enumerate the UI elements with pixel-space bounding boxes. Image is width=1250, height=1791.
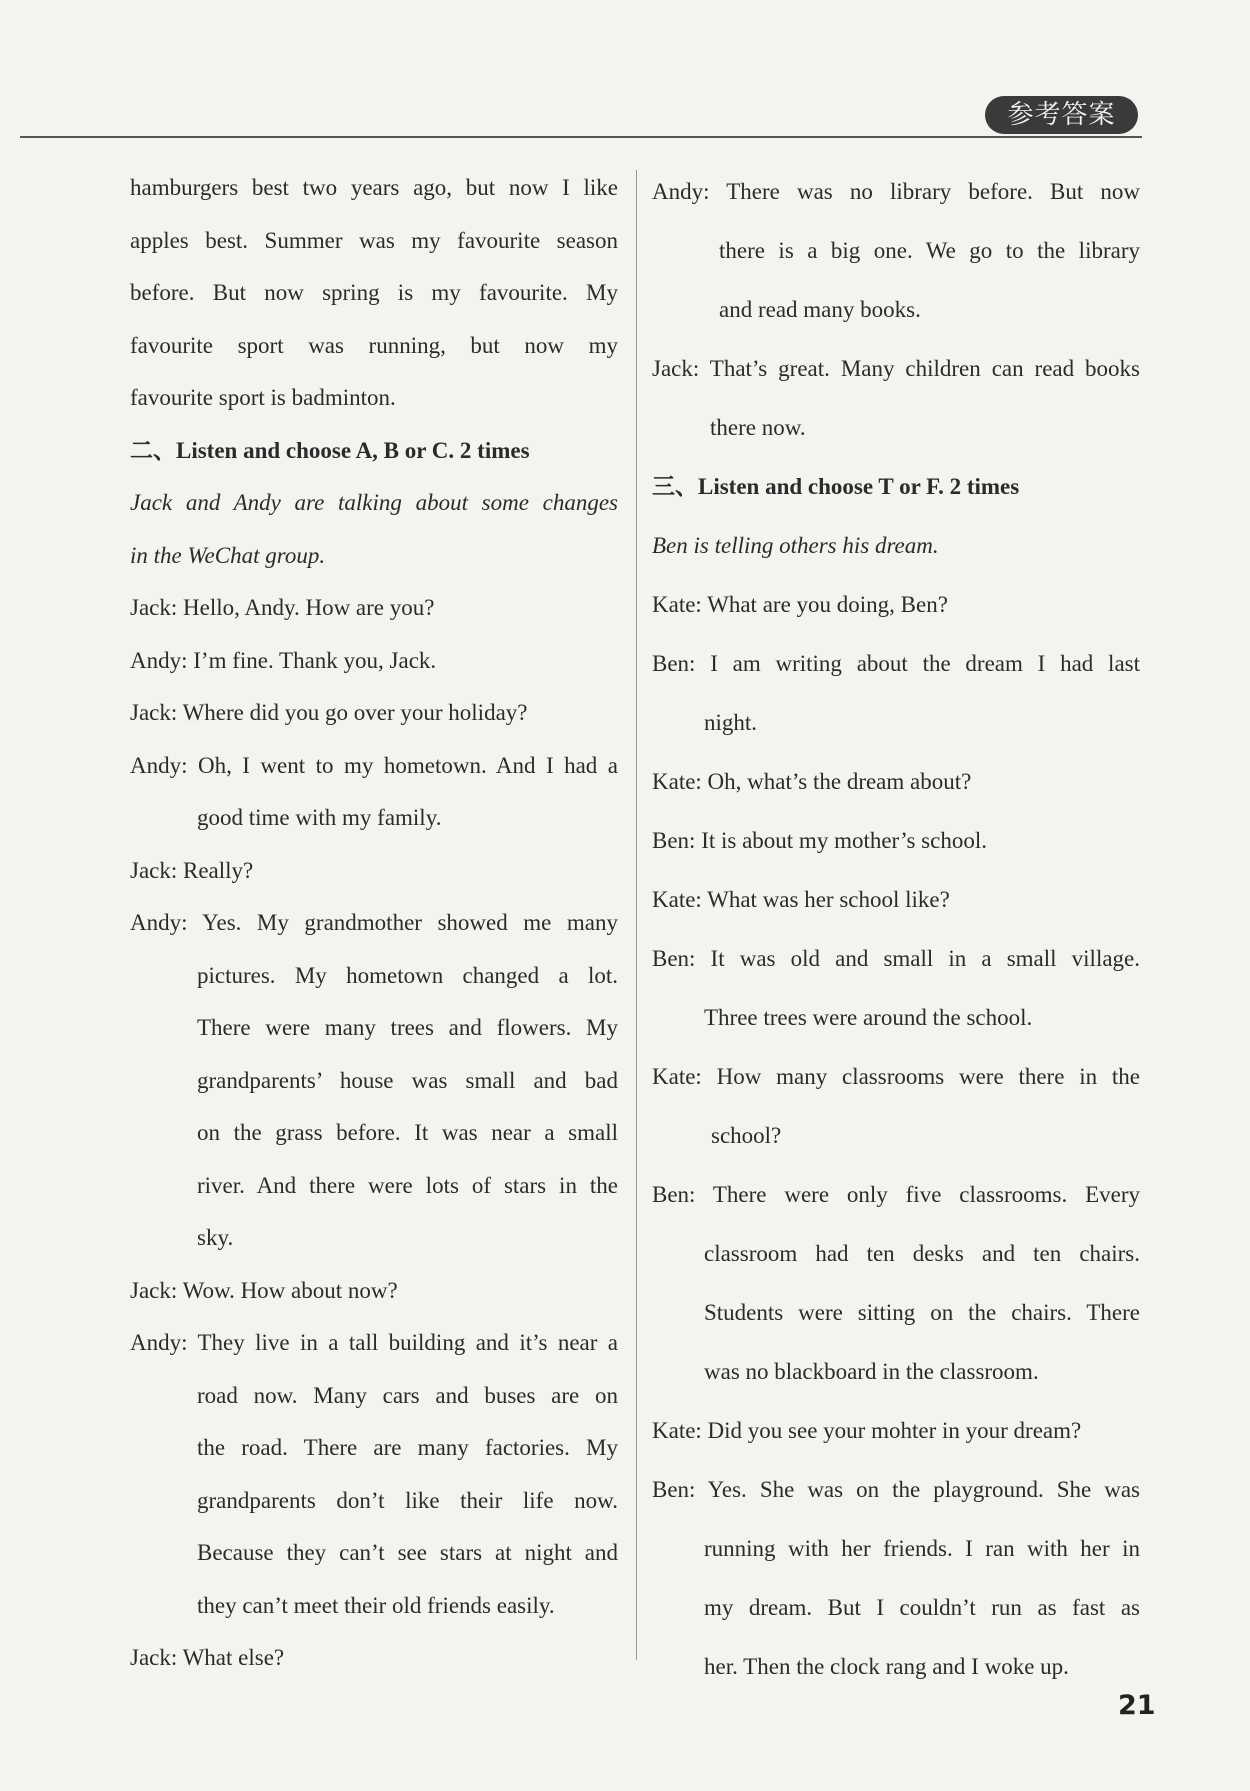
dialogue-line: they can’t meet their old friends easily. [197,1592,555,1618]
dialogue-line: Jack: Hello, Andy. How are you? [130,595,435,620]
dialogue-line: Jack: Really? [130,857,254,883]
dialogue-line: Kate: What was her school like? [652,887,950,912]
text-line: apples best. Summer was my favourite season [130,227,618,253]
dialogue-line: grandparents’ house was small and bad [197,1067,618,1093]
section-heading-2: 二、Listen and choose A, B or C. 2 times [130,437,530,463]
page-number: 21 [1118,1690,1156,1721]
dialogue-line: classroom had ten desks and ten chairs. [704,1241,1140,1266]
intro-line: Jack and Andy are talking about some changes [130,490,618,515]
text-line: favourite sport is badminton. [130,385,396,410]
dialogue-line: the road. There are many factories. My [197,1435,618,1460]
dialogue-line: Ben: It was old and small in a small village. [652,946,1140,971]
section-heading-3: 三、Listen and choose T or F. 2 times [652,474,1020,499]
dialogue-line: grandparents don’t like their life now. [197,1487,618,1513]
dialogue-line: Jack: That’s great. Many children can read books [652,356,1140,381]
dialogue-line: Three trees were around the school. [704,1005,1033,1030]
dialogue-line: There were many trees and flowers. My [197,1015,618,1040]
dialogue-line: Ben: Yes. She was on the playground. She was [652,1477,1140,1502]
dialogue-line: Kate: Did you see your mohter in your dream? [652,1418,1082,1443]
dialogue-line: school? [711,1123,782,1148]
dialogue-line: Jack: What else? [130,1645,285,1670]
dialogue-line: river. And there were lots of stars in the [197,1172,618,1198]
dialogue-line: Because they can’t see stars at night and [197,1540,618,1565]
column-divider [636,170,637,1660]
dialogue-line: Andy: There was no library before. But now [652,179,1140,204]
dialogue-line: her. Then the clock rang and I woke up. [704,1654,1069,1679]
dialogue-line: Jack: Where did you go over your holiday? [130,700,528,725]
dialogue-line: Andy: Yes. My grandmother showed me many [130,910,618,935]
intro-line: Ben is telling others his dream. [652,533,939,558]
dialogue-line: Andy: Oh, I went to my hometown. And I had a [130,752,618,778]
dialogue-line: road now. Many cars and buses are on [197,1382,618,1408]
left-column [130,162,618,1685]
dialogue-line: and read many books. [719,297,921,322]
dialogue-line: Ben: There were only five classrooms. Every [652,1182,1140,1207]
dialogue-line: Students were sitting on the chairs. There [704,1300,1140,1325]
dialogue-line: Andy: They live in a tall building and it’s near a [130,1330,618,1355]
text-line: before. But now spring is my favourite. My [130,280,618,305]
dialogue-line: night. [704,710,758,735]
dialogue-line: there now. [710,415,806,440]
dialogue-line: Ben: It is about my mother’s school. [652,828,987,853]
header-rule [20,136,1142,138]
dialogue-line: Jack: Wow. How about now? [130,1277,398,1303]
dialogue-line: on the grass before. It was near a small [197,1120,618,1145]
dialogue-line: my dream. But I couldn’t run as fast as [704,1595,1140,1620]
dialogue-line: Kate: What are you doing, Ben? [652,592,948,617]
dialogue-line: pictures. My hometown changed a lot. [197,962,618,988]
dialogue-line: good time with my family. [197,805,442,830]
section-badge: 参考答案 [985,96,1138,134]
dialogue-line: was no blackboard in the classroom. [704,1359,1039,1384]
dialogue-line: sky. [197,1225,234,1250]
dialogue-line: Kate: Oh, what’s the dream about? [652,769,972,794]
dialogue-line: Ben: I am writing about the dream I had last [652,651,1140,676]
dialogue-line: there is a big one. We go to the library [719,238,1140,263]
intro-line: in the WeChat group. [130,542,326,568]
dialogue-line: running with her friends. I ran with her in [704,1536,1140,1561]
text-line: favourite sport was running, but now my [130,332,618,358]
dialogue-line: Andy: I’m fine. Thank you, Jack. [130,647,437,673]
dialogue-line: Kate: How many classrooms were there in the [652,1064,1140,1089]
right-column [652,162,1140,1696]
text-line: hamburgers best two years ago, but now I like [130,175,618,200]
